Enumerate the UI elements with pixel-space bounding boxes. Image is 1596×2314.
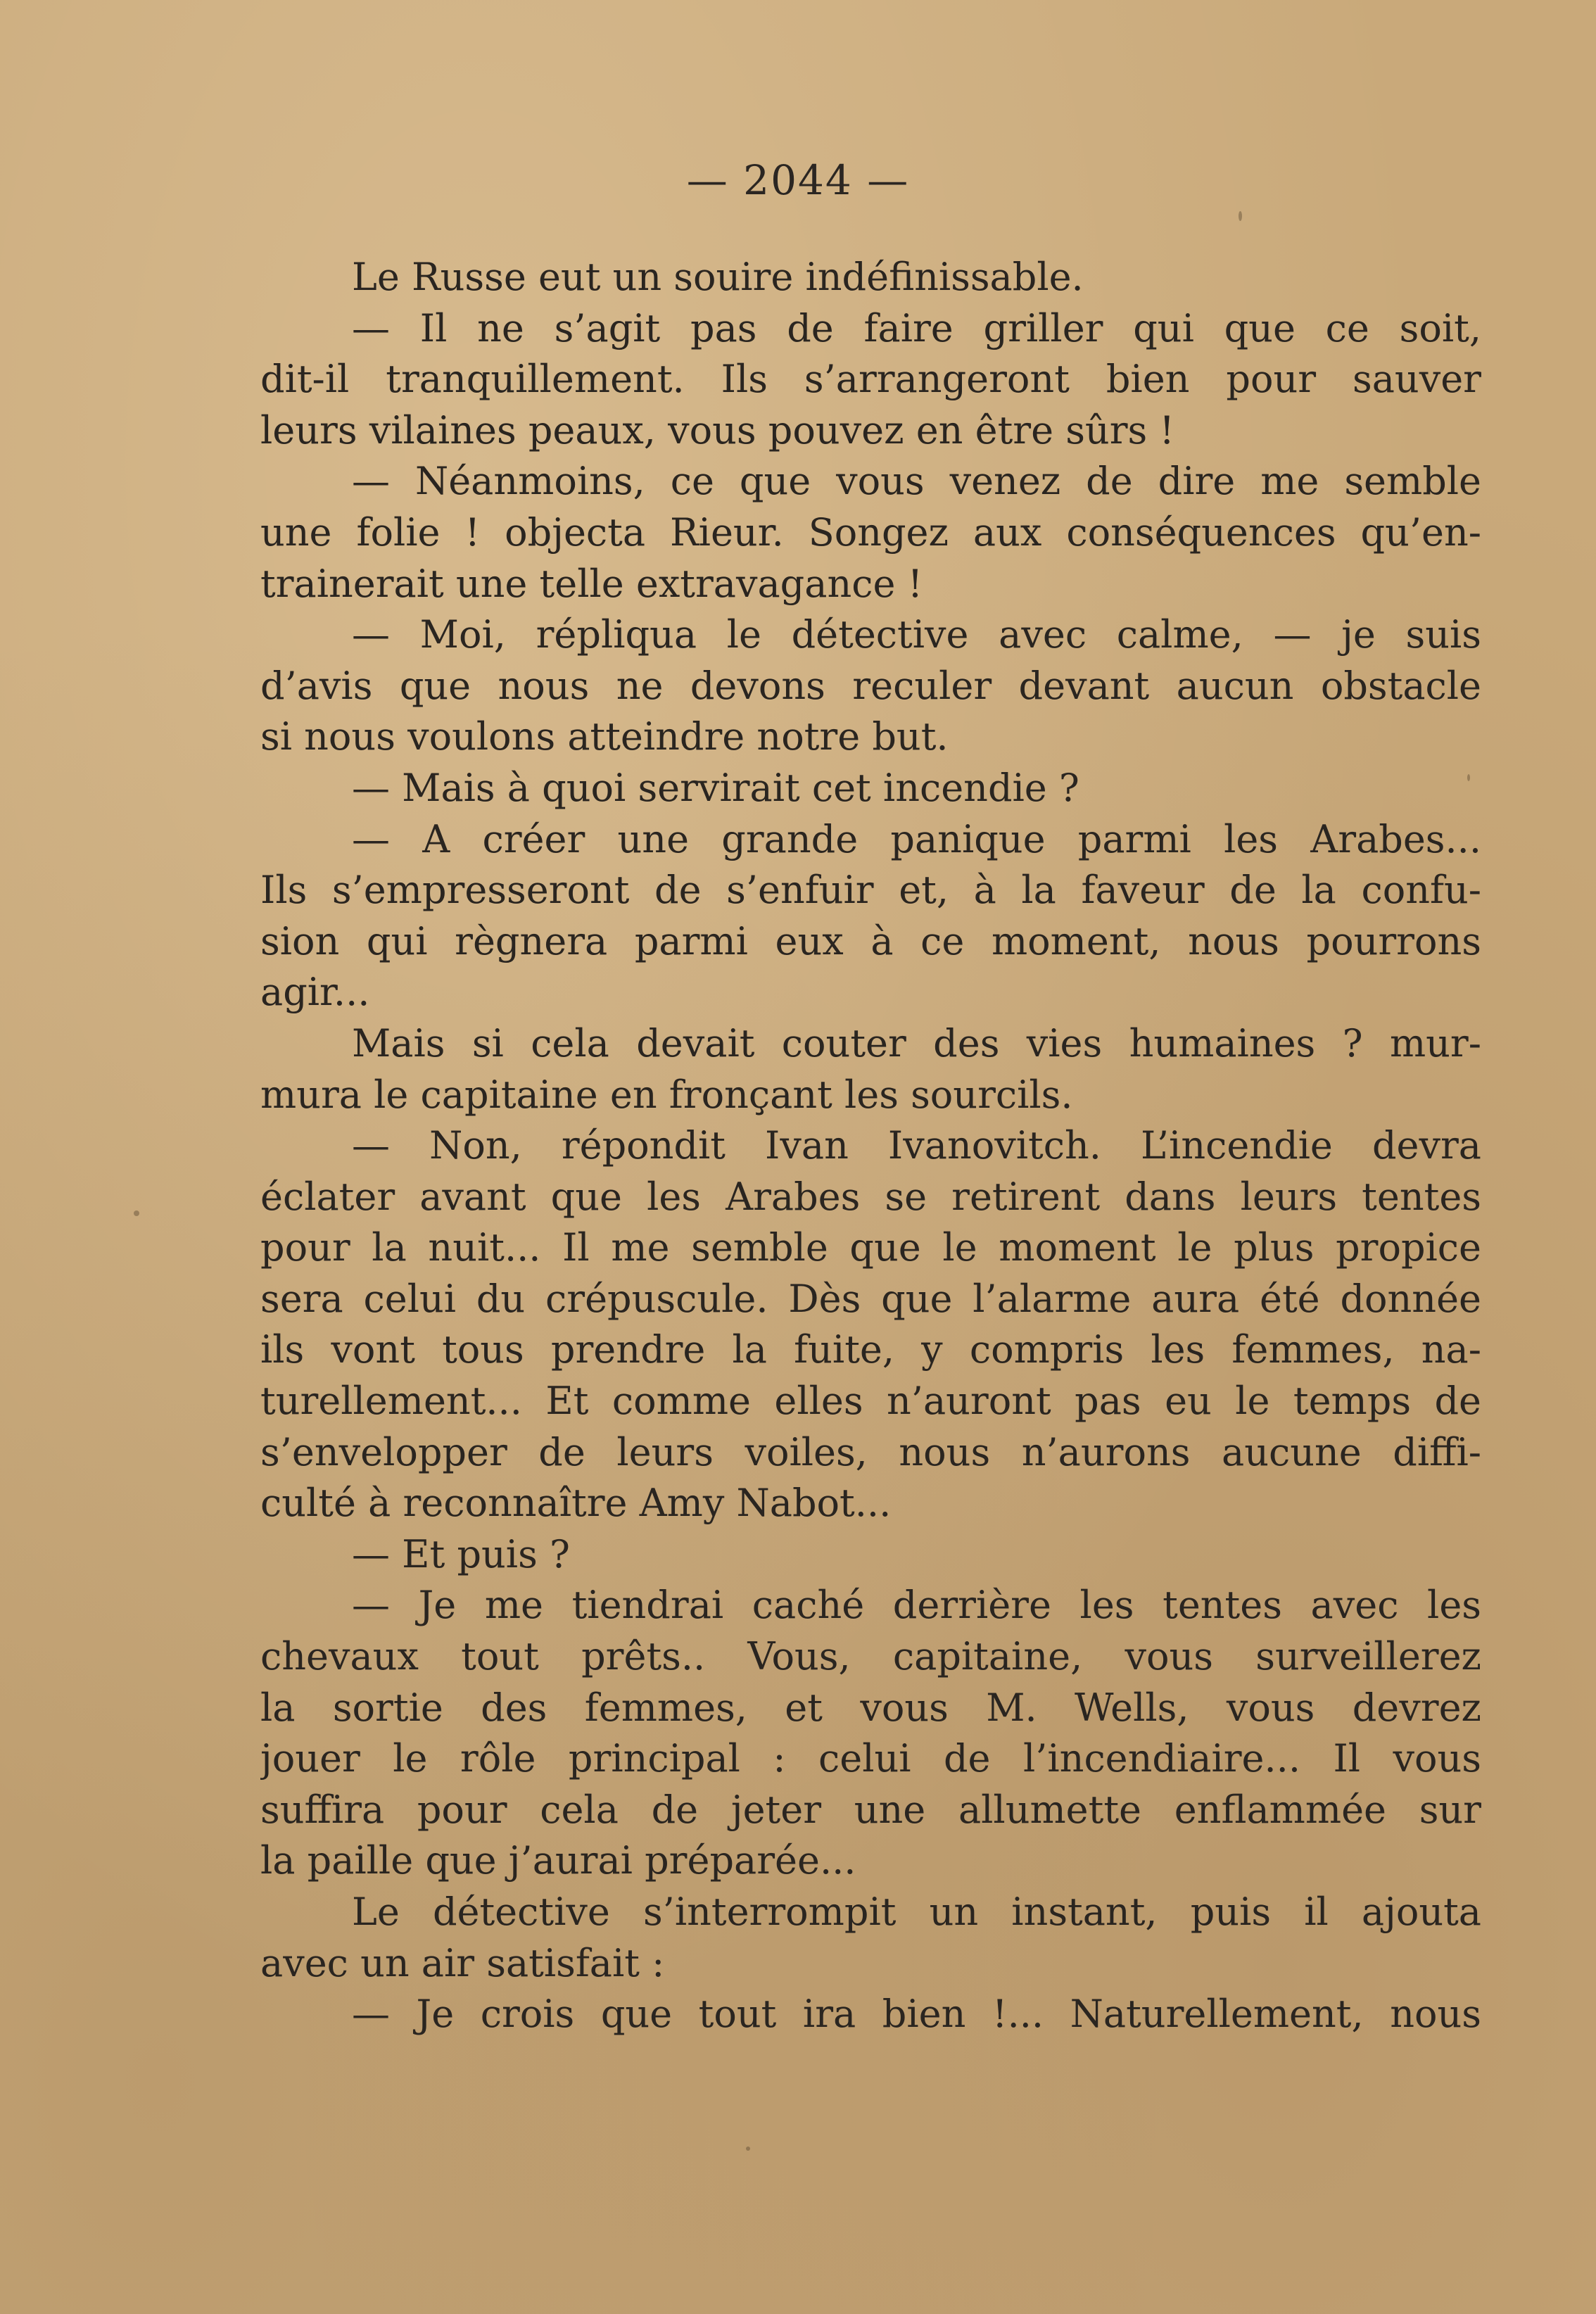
text-line: Mais si cela devait couter des vies humaines ? mur- xyxy=(352,1020,1481,1066)
text-line: éclater avant que les Arabes se retirent dans leurs tentes xyxy=(260,1174,1481,1219)
text-line: s’envelopper de leurs voiles, nous n’aurons aucune diffi- xyxy=(260,1429,1481,1474)
text-line: — Non, répondit Ivan Ivanovitch. L’incendie devra xyxy=(352,1123,1481,1168)
text-line: — Je crois que tout ira bien !... Naturellement, nous xyxy=(352,1992,1481,2037)
text-line: leurs vilaines peaux, vous pouvez en être sûrs ! xyxy=(260,407,1175,453)
text-line: d’avis que nous ne devons reculer devant aucun obstacle xyxy=(260,663,1481,708)
paper-speck xyxy=(746,2147,750,2151)
page-number: — 2044 — xyxy=(686,156,910,204)
text-line: — Il ne s’agit pas de faire griller qui que ce soit, xyxy=(352,305,1481,350)
paper-speck xyxy=(1467,774,1470,781)
text-line: pour la nuit... Il me semble que le moment le plus propice xyxy=(260,1225,1481,1270)
text-line: agir... xyxy=(260,970,370,1015)
paper-speck xyxy=(1239,211,1242,221)
text-line: — A créer une grande panique parmi les Arabes... xyxy=(352,816,1481,861)
text-line: jouer le rôle principal : celui de l’incendiaire... Il vous xyxy=(260,1736,1481,1781)
text-line: Ils s’empresseront de s’enfuir et, à la faveur de la confu- xyxy=(260,868,1481,913)
text-line: — Et puis ? xyxy=(352,1531,570,1576)
text-line: si nous voulons atteindre notre but. xyxy=(260,714,949,759)
text-line: la sortie des femmes, et vous M. Wells, vous devrez xyxy=(260,1685,1481,1730)
text-line: la paille que j’aurai préparée... xyxy=(260,1838,856,1883)
text-line: chevaux tout prêts.. Vous, capitaine, vous surveillerez xyxy=(260,1634,1481,1679)
text-line: — Mais à quoi servirait cet incendie ? xyxy=(352,765,1079,810)
text-line: turellement... Et comme elles n’auront pas eu le temps de xyxy=(260,1379,1481,1424)
text-line: suffira pour cela de jeter une allumette enflammée sur xyxy=(260,1787,1481,1832)
text-line: sion qui règnera parmi eux à ce moment, nous pourrons xyxy=(260,918,1481,963)
text-line: dit-il tranquillement. Ils s’arrangeront bien pour sauver xyxy=(260,357,1481,402)
paper-speck xyxy=(134,1210,139,1216)
text-line: une folie ! objecta Rieur. Songez aux conséquences qu’en- xyxy=(260,510,1481,555)
text-line: — Je me tiendrai caché derrière les tentes avec les xyxy=(352,1583,1481,1628)
text-line: sera celui du crépuscule. Dès que l’alarme aura été donnée xyxy=(260,1276,1481,1321)
text-line: — Néanmoins, ce que vous venez de dire me semble xyxy=(352,459,1481,504)
text-line: Le Russe eut un souire indéfinissable. xyxy=(352,255,1084,299)
text-line: culté à reconnaître Amy Nabot... xyxy=(260,1481,892,1526)
text-line: trainerait une telle extravagance ! xyxy=(260,561,923,606)
text-line: — Moi, répliqua le détective avec calme, — je suis xyxy=(352,612,1481,657)
text-line: ils vont tous prendre la fuite, y compris les femmes, na- xyxy=(260,1327,1481,1372)
text-line: mura le capitaine en fronçant les sourcils. xyxy=(260,1072,1073,1117)
text-line: avec un air satisfait : xyxy=(260,1940,665,1985)
body-text xyxy=(260,252,1481,2040)
text-line: Le détective s’interrompit un instant, puis il ajouta xyxy=(352,1890,1481,1934)
